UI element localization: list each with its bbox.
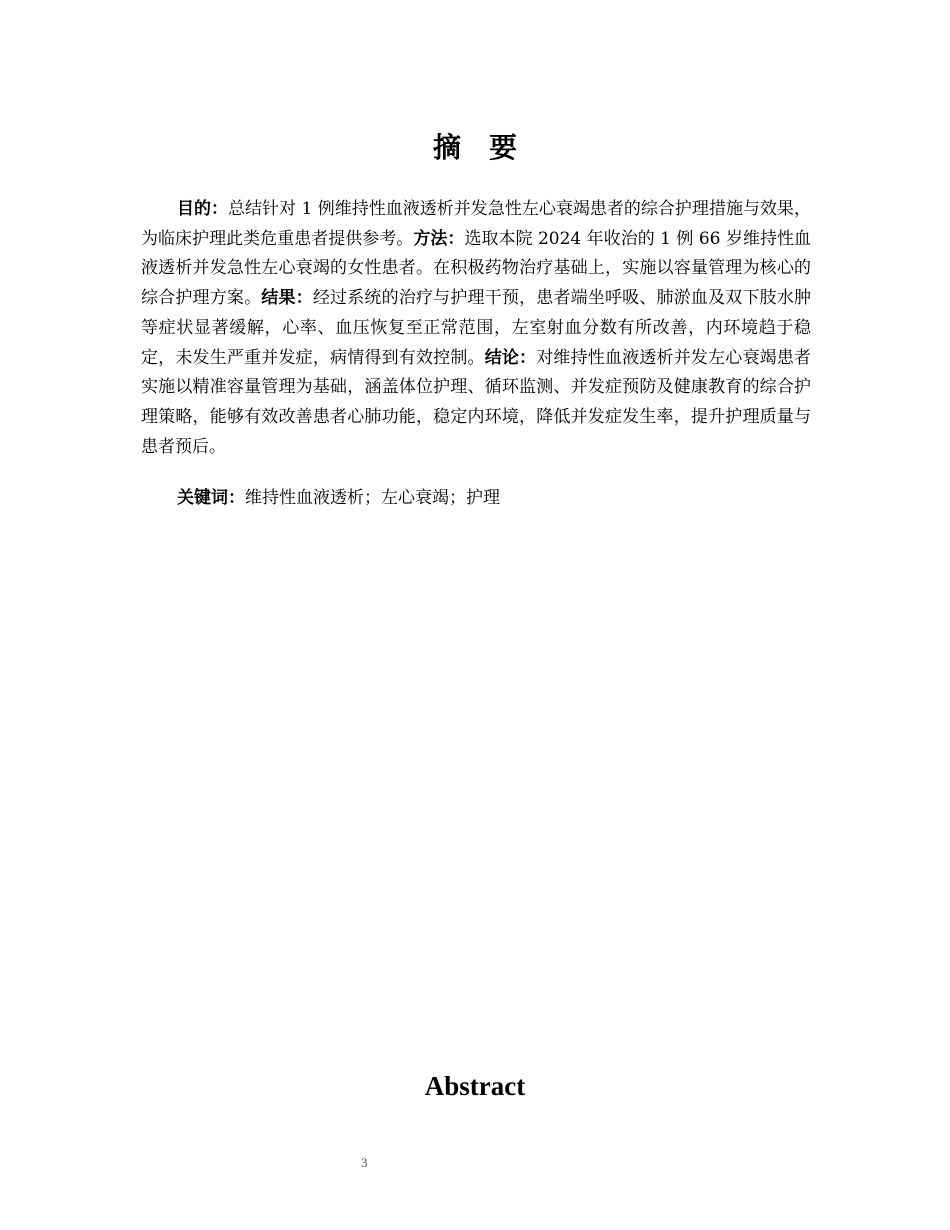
method-label: 方法： — [413, 228, 465, 249]
keywords-line — [141, 484, 811, 514]
abstract-body-cn — [141, 195, 811, 462]
method-text: 选取本院 2024 年收治的 1 例 66 岁维持性血液透析并发急性左心衰竭的女性患者。在积极药物治疗基础上，实施以容量管理为核心的综合护理方案。 — [141, 228, 812, 309]
purpose-label: 目的： — [177, 199, 229, 219]
page-number: 3 — [361, 1155, 368, 1170]
result-label: 结果： — [261, 288, 313, 309]
abstract-title-cn: 摘要 — [432, 131, 545, 164]
keywords-text: 维持性血液透析；左心衰竭；护理 — [245, 488, 500, 508]
conclusion-label: 结论： — [484, 347, 537, 368]
keywords-label: 关键词： — [177, 488, 245, 508]
conclusion-text: 对维持性血液透析并发左心衰竭患者实施以精准容量管理为基础，涵盖体位护理、循环监测、并发症预防及健康教育的综合护理策略，能够有效改善患者心肺功能，稳定内环境，降低并发症发生率，提升护理质量与患者预后。 — [141, 347, 812, 457]
result-text: 经过系统的治疗与护理干预，患者端坐呼吸、肺淤血及双下肢水肿等症状显著缓解，心率、血压恢复至正常范围，左室射血分数有所改善，内环境趋于稳定，未发生严重并发症，病情得到有效控制。 — [141, 288, 812, 368]
abstract-title-en: Abstract — [424, 1071, 526, 1101]
purpose-text: 总结针对 1 例维持性血液透析并发急性左心衰竭患者的综合护理措施与效果，为临床护理此类危重患者提供参考。 — [141, 199, 811, 249]
